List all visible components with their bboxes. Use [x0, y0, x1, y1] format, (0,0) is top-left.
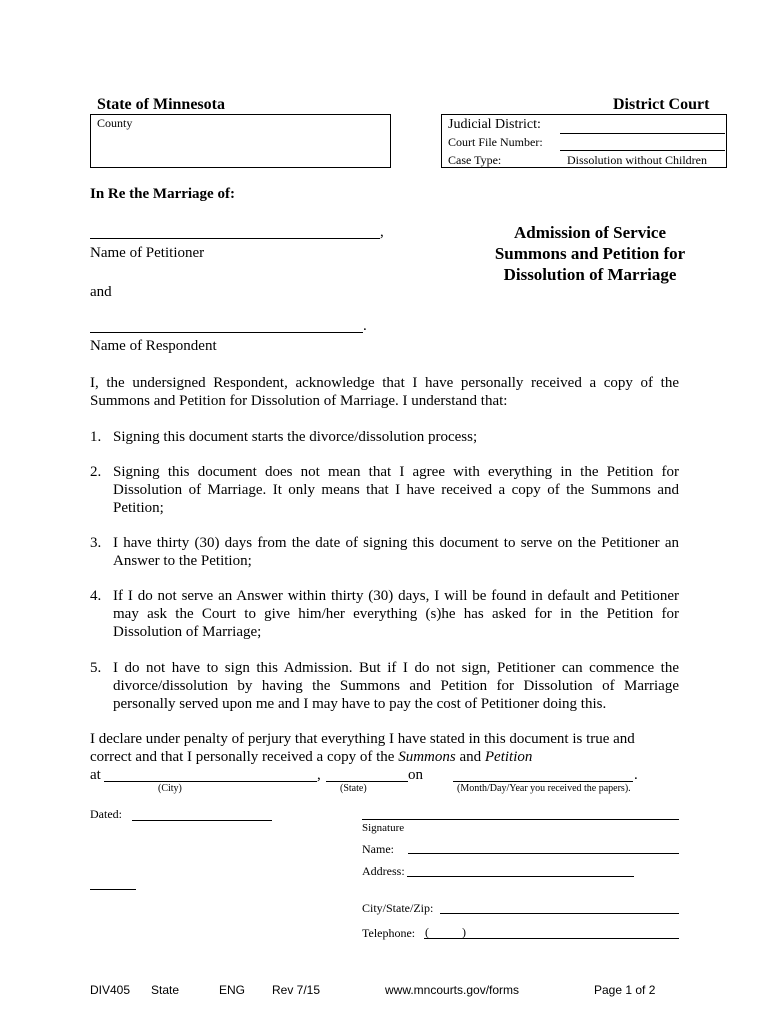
- and-word: and: [455, 749, 485, 765]
- state-field[interactable]: [326, 781, 408, 782]
- state-caption: (State): [340, 783, 367, 794]
- telephone-close-paren: ): [462, 925, 466, 939]
- petition-word: Petition: [484, 749, 533, 765]
- city-field[interactable]: [104, 781, 317, 782]
- title-line-2: Summons and Petition for: [494, 244, 686, 263]
- declaration-line-2: [90, 749, 532, 766]
- city-comma: ,: [317, 767, 321, 783]
- on-label: on: [408, 767, 423, 783]
- footer-form-code: DIV405: [90, 983, 131, 997]
- address-label: Address:: [362, 864, 405, 878]
- city-caption: (City): [158, 783, 182, 794]
- list-item-text: Signing this document starts the divorce/dissolution process;: [113, 429, 478, 445]
- list-item-number: 1.: [90, 429, 102, 445]
- county-label: County: [97, 116, 133, 130]
- document-title: [470, 222, 710, 285]
- list-item-text: I have thirty (30) days from the date of signing this document to serve on the Petitioner an Answer to the Petition;: [113, 535, 679, 569]
- name-field[interactable]: [408, 853, 679, 854]
- city-state-zip-label: City/State/Zip:: [362, 901, 434, 915]
- footer-website-link[interactable]: www.mncourts.gov/forms: [385, 983, 520, 997]
- case-type-value: Dissolution without Children: [567, 153, 708, 167]
- city-state-zip-field[interactable]: [440, 913, 679, 914]
- telephone-label: Telephone:: [362, 926, 416, 940]
- declaration-text: correct and that I personally received a copy of the: [90, 749, 399, 765]
- address-field[interactable]: [407, 876, 634, 877]
- petitioner-name-field[interactable]: [90, 238, 380, 239]
- list-item-number: 5.: [90, 660, 102, 676]
- title-line-3: Dissolution of Marriage: [503, 265, 677, 284]
- intro-paragraph: I, the undersigned Respondent, acknowledge that I have personally received a copy of the Summons and Petition for Dissolution of Marriage. I understand that:: [90, 375, 679, 409]
- signature-line[interactable]: [362, 819, 679, 820]
- dated-field[interactable]: [132, 820, 272, 821]
- judicial-district-label: Judicial District:: [448, 117, 541, 132]
- footer-revision: Rev 7/15: [272, 983, 321, 997]
- footer-language: ENG: [219, 983, 246, 997]
- court-file-number-label: Court File Number:: [448, 135, 543, 149]
- telephone-open-paren: (: [425, 925, 429, 939]
- title-line-1: Admission of Service: [513, 223, 667, 242]
- case-info-box: [441, 114, 727, 168]
- list-item-text: I do not have to sign this Admission. But if I do not sign, Petitioner can commence the divorce/dissolution by having the Summons and Petition for Dissolution of Marriage personally served upon me and I may have to pay the cost of Petitioner doing this.: [113, 660, 679, 712]
- court-title: District Court: [613, 96, 710, 113]
- summons-word: Summons: [398, 749, 456, 765]
- judicial-district-field[interactable]: [560, 133, 725, 134]
- respondent-label: Name of Respondent: [90, 338, 217, 354]
- short-blank-line[interactable]: [90, 889, 136, 890]
- at-label: at: [90, 767, 101, 783]
- list-item-text: If I do not serve an Answer within thirty (30) days, I will be found in default and Petitioner may ask the Court to give him/her everything (s)he has asked for in the Petition for Dissolution of Marriage;: [113, 588, 679, 640]
- in-re-heading: In Re the Marriage of:: [90, 186, 235, 202]
- date-period: .: [634, 767, 638, 783]
- court-file-number-field[interactable]: [560, 150, 725, 151]
- petitioner-label: Name of Petitioner: [90, 245, 205, 261]
- dated-label: Dated:: [90, 807, 122, 821]
- respondent-name-field[interactable]: [90, 332, 363, 333]
- county-box[interactable]: [90, 114, 391, 168]
- state-title: State of Minnesota: [97, 96, 225, 113]
- footer-state: State: [151, 983, 180, 997]
- list-item-number: 3.: [90, 535, 102, 551]
- name-label: Name:: [362, 842, 394, 856]
- petitioner-comma: ,: [380, 224, 384, 240]
- and-text: and: [90, 284, 112, 300]
- received-date-field[interactable]: [453, 781, 633, 782]
- date-caption: (Month/Day/Year you received the papers).: [457, 783, 631, 794]
- footer-page-number: Page 1 of 2: [594, 983, 656, 997]
- signature-label: Signature: [362, 822, 405, 834]
- respondent-period: .: [363, 318, 367, 334]
- list-item-number: 2.: [90, 464, 102, 480]
- list-item-text: Signing this document does not mean that I agree with everything in the Petition for Dissolution of Marriage. It only means that I have received a copy of the Summons and Petition;: [113, 464, 679, 516]
- list-item-number: 4.: [90, 588, 102, 604]
- case-type-label: Case Type:: [448, 153, 502, 167]
- declaration-line-1: I declare under penalty of perjury that everything I have stated in this document is true and: [90, 731, 635, 747]
